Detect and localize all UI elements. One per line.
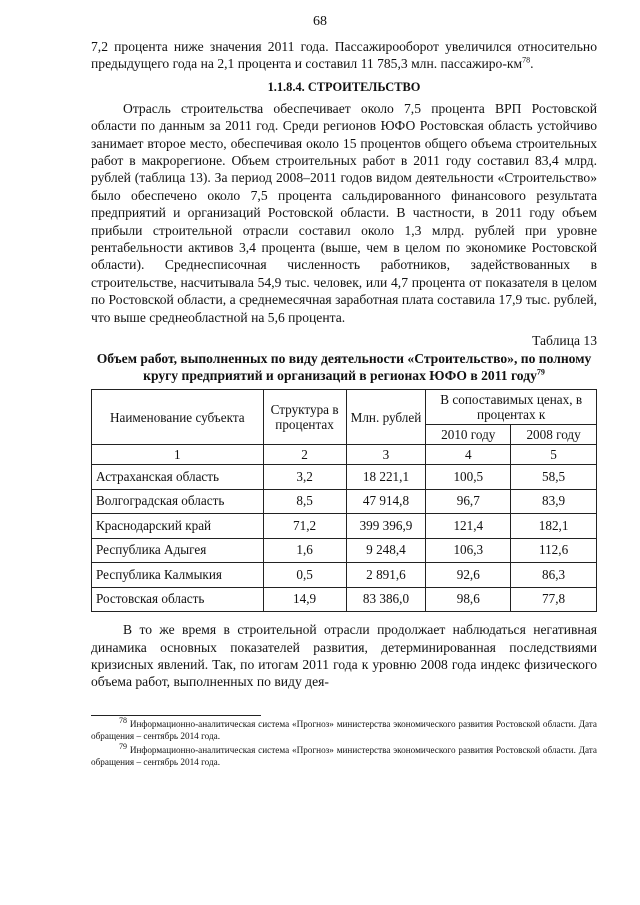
page-content	[91, 38, 597, 768]
table-label: Таблица 13	[532, 333, 597, 349]
value-2008: 112,6	[511, 538, 597, 563]
column-number: 4	[426, 445, 511, 465]
structure-value: 8,5	[263, 489, 346, 514]
footnote-78	[91, 715, 597, 742]
intro-text: 7,2 процента ниже значения 2011 года. Пассажирооборот увеличился относительно предыдущего года на 2,1 процента и составил 11 785,3 млн. пассажиро-км	[91, 39, 597, 72]
mln-value: 2 891,6	[346, 563, 426, 588]
column-number: 2	[263, 445, 346, 465]
section-heading: 1.1.8.4. СТРОИТЕЛЬСТВО	[267, 79, 421, 94]
page-number: 68	[313, 14, 327, 29]
table-row	[92, 489, 597, 514]
footnote-divider	[91, 715, 261, 716]
table-row	[92, 514, 597, 539]
intro-paragraph	[91, 38, 597, 73]
value-2008: 77,8	[511, 587, 597, 612]
region-name: Волгоградская область	[92, 489, 264, 514]
value-2008: 83,9	[511, 489, 597, 514]
construction-paragraph: Отрасль строительства обеспечивает около 7,5 процента ВРП Ростовской области по данным за 2011 год. Среди регионов ЮФО Ростовская область устойчиво занимает второе место, обеспечивая около 15 процентов общего объема строительных работ в макрорегионе. Объем строительных работ в 2011 году составил 83,4 млрд. рублей (таблица 13). За период 2008–2011 годов видом деятельности «Строительство» было обеспечено около 7,5 процента сальдированного финансового результата предприятий и организаций Ростовской области. В частности, в 2011 году объем прибыли строительной отрасли составил около 1,3 млрд. рублей при уровне рентабельности активов 3,4 процента (выше, чем в целом по экономике Ростовской области). Среднесписочная численность работников, задействованных в строительстве, насчитывала 54,9 тыс. человек, или 4,7 процента от показателя в целом по Ростовской области, а среднемесячная заработная плата составила 17,9 тыс. рублей, что выше среднеобластной на 5,6 процента.	[91, 100, 597, 325]
value-2010: 106,3	[426, 538, 511, 563]
footnote-number: 78	[119, 715, 127, 725]
value-2010: 121,4	[426, 514, 511, 539]
value-2008: 86,3	[511, 563, 597, 588]
intro-end: .	[530, 56, 534, 72]
structure-value: 3,2	[263, 465, 346, 490]
footnote-ref-79: 79	[536, 367, 545, 377]
negative-dynamics-paragraph: В то же время в строительной отрасли продолжает наблюдаться негативная динамика основных показателей развития, детерминированная последствиями кризисных явлений. Так, по итогам 2011 года к уровню 2008 года индекс физического объема работ, выполненных по виду дея-	[91, 622, 597, 690]
structure-value: 14,9	[263, 587, 346, 612]
value-2010: 96,7	[426, 489, 511, 514]
structure-value: 1,6	[263, 538, 346, 563]
table-row	[92, 587, 597, 612]
table-title	[91, 351, 597, 384]
footnote-text: Информационно-аналитическая система «Прогноз» министерства экономического развития Ростовской области. Дата обращения – сентябрь 2014 года.	[91, 718, 597, 741]
region-name: Республика Калмыкия	[92, 563, 264, 588]
region-name: Ростовская область	[92, 587, 264, 612]
column-number: 1	[92, 445, 264, 465]
footnote-79	[91, 741, 597, 768]
column-number: 5	[511, 445, 597, 465]
header-comparable-prices: В сопоставимых ценах, в процентах к	[426, 390, 597, 425]
structure-value: 0,5	[263, 563, 346, 588]
table-title-text: Объем работ, выполненных по виду деятельности «Строительство», по полному кругу предприятий и организаций в регионах ЮФО в 2011 году	[96, 351, 592, 383]
table-row	[92, 563, 597, 588]
region-name: Краснодарский край	[92, 514, 264, 539]
footnote-ref-78: 78	[522, 55, 531, 65]
table-row	[92, 538, 597, 563]
region-name: Республика Адыгея	[92, 538, 264, 563]
region-name: Астраханская область	[92, 465, 264, 490]
header-subject: Наименование субъекта	[92, 390, 264, 445]
header-2008: 2008 году	[511, 425, 597, 445]
structure-value: 71,2	[263, 514, 346, 539]
footnote-number: 79	[119, 741, 127, 751]
footnote-text: Информационно-аналитическая система «Прогноз» министерства экономического развития Ростовской области. Дата обращения – сентябрь 2014 года.	[91, 744, 597, 767]
regions-construction-table	[91, 389, 597, 612]
value-2010: 100,5	[426, 465, 511, 490]
value-2008: 182,1	[511, 514, 597, 539]
mln-value: 47 914,8	[346, 489, 426, 514]
header-2010: 2010 году	[426, 425, 511, 445]
value-2010: 92,6	[426, 563, 511, 588]
mln-value: 18 221,1	[346, 465, 426, 490]
mln-value: 83 386,0	[346, 587, 426, 612]
mln-value: 399 396,9	[346, 514, 426, 539]
table-row	[92, 465, 597, 490]
mln-value: 9 248,4	[346, 538, 426, 563]
column-number: 3	[346, 445, 426, 465]
header-mln-rubles: Млн. рублей	[346, 390, 426, 445]
value-2008: 58,5	[511, 465, 597, 490]
header-structure: Структура в процентах	[263, 390, 346, 445]
value-2010: 98,6	[426, 587, 511, 612]
